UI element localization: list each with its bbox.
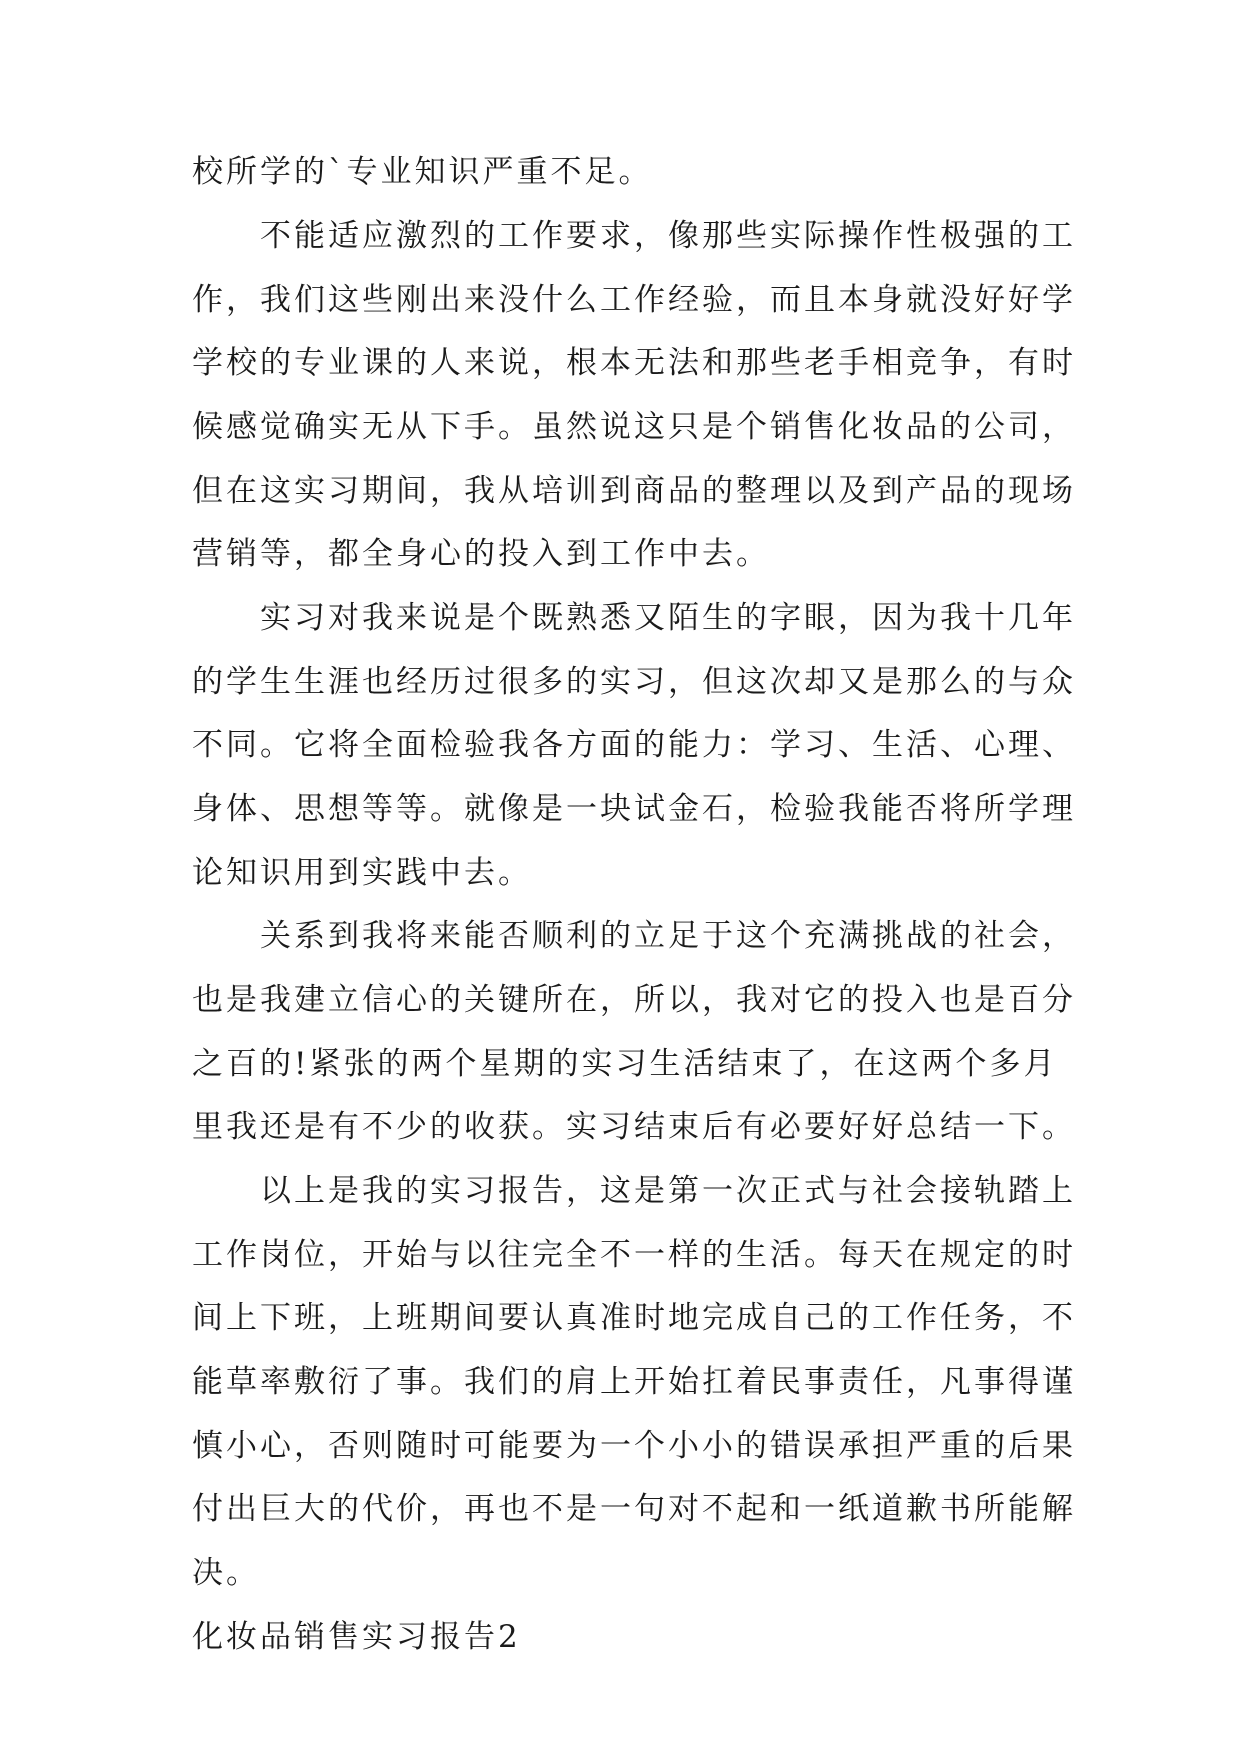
- text-line: 候感觉确实无从下手。虽然说这只是个销售化妆品的公司，: [192, 409, 1076, 445]
- text-line: 的学生生涯也经历过很多的实习，但这次却又是那么的与众: [192, 664, 1076, 700]
- text-line: 实习对我来说是个既熟悉又陌生的字眼，因为我十几年: [192, 600, 1076, 636]
- text-line: 不能适应激烈的工作要求，像那些实际操作性极强的工: [192, 218, 1076, 254]
- text-line: 之百的!紧张的两个星期的实习生活结束了，在这两个多月: [192, 1046, 1058, 1082]
- text-line: 作，我们这些刚出来没什么工作经验，而且本身就没好好学: [192, 282, 1076, 318]
- text-line: 论知识用到实践中去。: [192, 855, 532, 891]
- text-line: 校所学的`专业知识严重不足。: [192, 154, 653, 190]
- text-line: 也是我建立信心的关键所在，所以，我对它的投入也是百分: [192, 982, 1076, 1018]
- text-line: 慎小心，否则随时可能要为一个小小的错误承担严重的后果: [192, 1428, 1076, 1464]
- text-line: 决。: [192, 1555, 260, 1591]
- text-line: 里我还是有不少的收获。实习结束后有必要好好总结一下。: [192, 1109, 1076, 1145]
- text-line: 付出巨大的代价，再也不是一句对不起和一纸道歉书所能解: [192, 1491, 1076, 1527]
- section-heading: 化妆品销售实习报告2: [192, 1619, 521, 1655]
- text-line: 但在这实习期间，我从培训到商品的整理以及到产品的现场: [192, 473, 1076, 509]
- text-line: 不同。它将全面检验我各方面的能力：学习、生活、心理、: [192, 727, 1076, 763]
- text-line: 关系到我将来能否顺利的立足于这个充满挑战的社会，: [192, 918, 1076, 954]
- text-line: 以上是我的实习报告，这是第一次正式与社会接轨踏上: [192, 1173, 1076, 1209]
- text-line: 工作岗位，开始与以往完全不一样的生活。每天在规定的时: [192, 1237, 1076, 1273]
- text-line: 间上下班，上班期间要认真准时地完成自己的工作任务，不: [192, 1300, 1076, 1336]
- text-line: 身体、思想等等。就像是一块试金石，检验我能否将所学理: [192, 791, 1076, 827]
- text-line: 能草率敷衍了事。我们的肩上开始扛着民事责任，凡事得谨: [192, 1364, 1076, 1400]
- text-line: 营销等，都全身心的投入到工作中去。: [192, 536, 770, 572]
- text-line: 学校的专业课的人来说，根本无法和那些老手相竞争，有时: [192, 345, 1076, 381]
